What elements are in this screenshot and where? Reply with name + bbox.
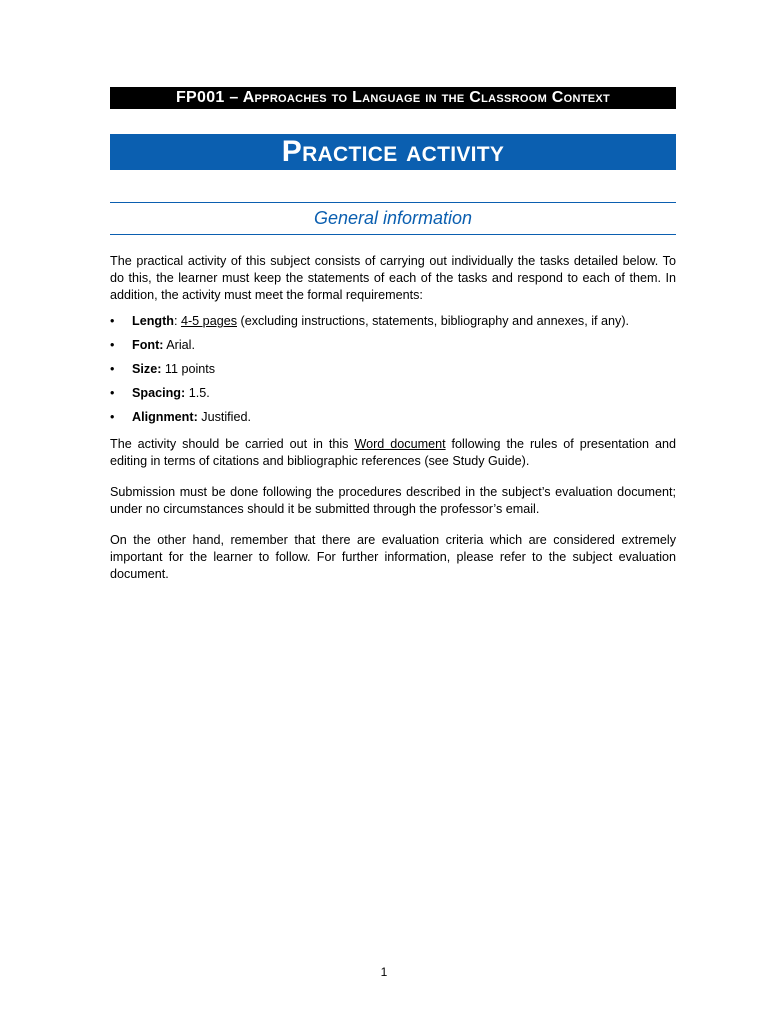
submission-paragraph: Submission must be done following the procedures described in the subject’s evaluation document; under no circumstances should it be submitted through the professor’s email. bbox=[110, 485, 676, 516]
intro-paragraph: The practical activity of this subject consists of carrying out individually the tasks detailed below. To do this, the learner must keep the statements of each of the tasks and respond to each of them. In addition, the activity must meet the formal requirements: bbox=[110, 254, 676, 302]
requirements-list bbox=[110, 314, 676, 425]
page-title: Practice activity bbox=[281, 135, 505, 168]
requirement-spacing bbox=[110, 386, 676, 401]
requirement-value: 1.5. bbox=[188, 386, 210, 400]
requirement-alignment bbox=[110, 410, 676, 425]
bullet-icon: • bbox=[110, 410, 115, 424]
section-heading-text: General information bbox=[313, 208, 473, 228]
requirement-font bbox=[110, 338, 676, 353]
requirement-label: Alignment: bbox=[132, 410, 198, 424]
word-paragraph-after: following the rules of presentation and editing in terms of citations and bibliographic references (see Study Guide). bbox=[110, 437, 677, 468]
requirement-label: Size: bbox=[132, 362, 162, 376]
requirement-separator: : bbox=[173, 314, 178, 328]
word-document-link[interactable]: Word document bbox=[354, 437, 446, 451]
course-title-bar bbox=[110, 87, 676, 109]
pages-link[interactable]: 4-5 pages bbox=[180, 314, 237, 328]
document-page bbox=[110, 87, 676, 583]
course-title: FP001 – Approaches to Language in the Classroom Context bbox=[175, 89, 611, 106]
requirement-value: 11 points bbox=[164, 362, 216, 376]
requirement-label: Spacing: bbox=[132, 386, 186, 400]
bullet-icon: • bbox=[110, 314, 115, 328]
requirement-value: (excluding instructions, statements, bibliography and annexes, if any). bbox=[240, 314, 630, 328]
word-document-paragraph bbox=[110, 436, 676, 470]
requirement-value: Justified. bbox=[201, 410, 251, 424]
page-number: 1 bbox=[380, 965, 388, 979]
word-paragraph-before: The activity should be carried out in this bbox=[110, 437, 349, 451]
requirement-size bbox=[110, 362, 676, 377]
requirement-label: Font: bbox=[132, 338, 164, 352]
page-title-bar bbox=[110, 134, 676, 170]
bullet-icon: • bbox=[110, 362, 115, 376]
bullet-icon: • bbox=[110, 386, 115, 400]
criteria-paragraph: On the other hand, remember that there are evaluation criteria which are considered extremely important for the learner to follow. For further information, please refer to the subject evaluation document. bbox=[110, 533, 676, 581]
bullet-icon: • bbox=[110, 338, 115, 352]
requirement-value: Arial. bbox=[166, 338, 195, 352]
requirement-label: Length bbox=[132, 314, 174, 328]
requirement-length bbox=[110, 314, 676, 329]
section-heading bbox=[110, 202, 676, 235]
